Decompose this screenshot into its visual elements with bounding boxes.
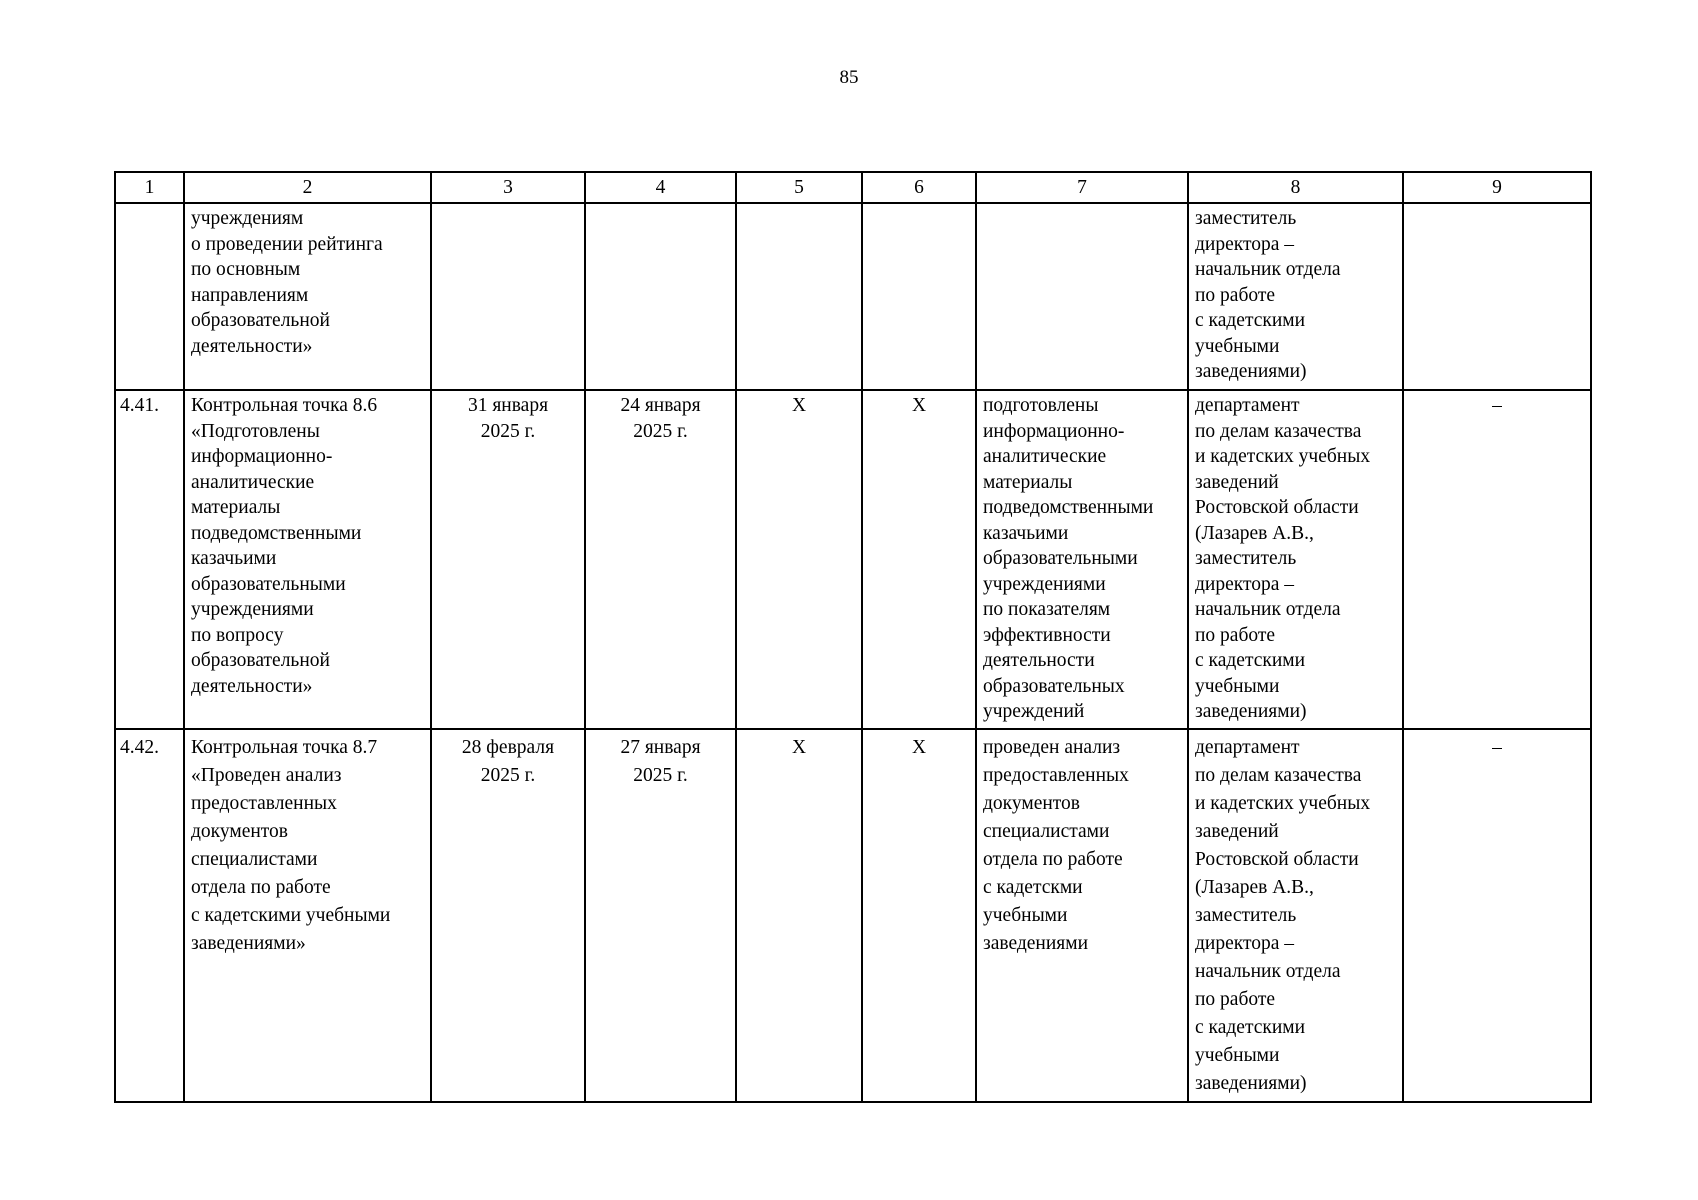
planned-date-cell xyxy=(431,203,585,390)
actual-date-cell xyxy=(585,203,736,390)
column-header: 4 xyxy=(585,172,736,203)
column-9-cell: – xyxy=(1403,729,1591,1102)
plan-table xyxy=(114,171,1592,1103)
event-name-cell: учреждениям о проведении рейтинга по основным направлениям образовательной деятельности» xyxy=(184,203,431,390)
column-header: 7 xyxy=(976,172,1188,203)
responsible-cell: заместитель директора – начальник отдела по работе с кадетскими учебными заведениями) xyxy=(1188,203,1403,390)
responsible-cell: департамент по делам казачества и кадетских учебных заведений Ростовской области (Лазарев А.В., заместитель директора – начальник отдела по работе с кадетскими учебными заведениями) xyxy=(1188,729,1403,1102)
column-header: 1 xyxy=(115,172,184,203)
table-row xyxy=(115,729,1591,1102)
column-5-cell: Х xyxy=(736,390,862,729)
planned-date-cell: 31 января 2025 г. xyxy=(431,390,585,729)
event-name-cell: Контрольная точка 8.7 «Проведен анализ предоставленных документов специалистами отдела по работе с кадетскими учебными заведениями» xyxy=(184,729,431,1102)
column-header: 2 xyxy=(184,172,431,203)
actual-date-cell: 24 января 2025 г. xyxy=(585,390,736,729)
result-cell xyxy=(976,203,1188,390)
row-number-cell: 4.42. xyxy=(115,729,184,1102)
column-header: 8 xyxy=(1188,172,1403,203)
result-cell: проведен анализ предоставленных документов специалистами отдела по работе с кадетскми учебными заведениями xyxy=(976,729,1188,1102)
row-number-cell xyxy=(115,203,184,390)
actual-date-cell: 27 января 2025 г. xyxy=(585,729,736,1102)
column-9-cell xyxy=(1403,203,1591,390)
result-cell: подготовлены информационно- аналитические материалы подведомственными казачьими образовательными учреждениями по показателям эффективности деятельности образовательных учреждений xyxy=(976,390,1188,729)
column-header: 3 xyxy=(431,172,585,203)
column-5-cell: Х xyxy=(736,729,862,1102)
planned-date-cell: 28 февраля 2025 г. xyxy=(431,729,585,1102)
table-header-row xyxy=(115,172,1591,203)
column-header: 9 xyxy=(1403,172,1591,203)
table-row xyxy=(115,203,1591,390)
page-number: 85 xyxy=(839,67,859,88)
column-header: 5 xyxy=(736,172,862,203)
column-6-cell: Х xyxy=(862,390,976,729)
column-5-cell xyxy=(736,203,862,390)
row-number-cell: 4.41. xyxy=(115,390,184,729)
event-name-cell: Контрольная точка 8.6 «Подготовлены информационно- аналитические материалы подведомственными казачьими образовательными учреждениями по вопросу образовательной деятельности» xyxy=(184,390,431,729)
column-9-cell: – xyxy=(1403,390,1591,729)
column-6-cell: Х xyxy=(862,729,976,1102)
table-row xyxy=(115,390,1591,729)
column-header: 6 xyxy=(862,172,976,203)
responsible-cell: департамент по делам казачества и кадетских учебных заведений Ростовской области (Лазарев А.В., заместитель директора – начальник отдела по работе с кадетскими учебными заведениями) xyxy=(1188,390,1403,729)
column-6-cell xyxy=(862,203,976,390)
